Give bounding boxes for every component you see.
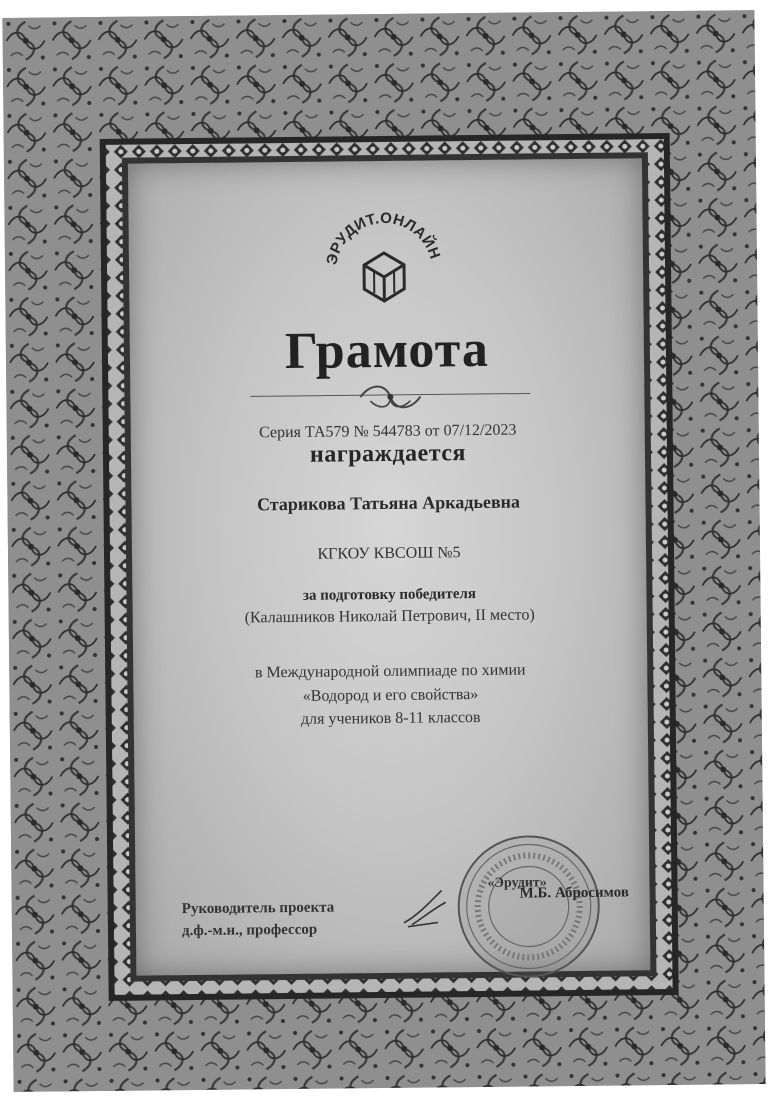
certificate-sheet	[2, 10, 765, 1092]
winner-info: (Калашников Николай Петрович, II место)	[244, 606, 535, 627]
awarded-heading: награждается	[309, 440, 467, 468]
official-seal-stamp	[453, 831, 605, 983]
manager-title: Руководитель проекта	[181, 899, 335, 918]
olympiad-line-2: «Водород и его свойства»	[302, 686, 479, 705]
certificate-title: Грамота	[284, 320, 490, 381]
school-name: КГКОУ КВСОШ №5	[317, 544, 461, 563]
svg-text:ЭРУДИТ.ОНЛАЙН: ЭРУДИТ.ОНЛАЙН	[323, 209, 444, 267]
seal-label: «Эрудит»	[487, 875, 547, 891]
manager-degree: д.ф.-м.н., профессор	[181, 921, 318, 940]
olympiad-line-1: в Международной олимпиаде по химии	[254, 661, 526, 682]
handwritten-signature-icon	[397, 882, 458, 933]
title-flourish	[250, 381, 530, 414]
olympiad-line-3: для учеников 8-11 классов	[300, 708, 481, 728]
signer-name: М.Б. Абросимов	[519, 884, 629, 902]
series-number: Серия ТА579 № 544783 от 07/12/2023	[258, 421, 517, 442]
certificate-panel	[128, 158, 650, 975]
award-reason: за подготовку победителя	[302, 586, 477, 604]
recipient-name: Старикова Татьяна Аркадьевна	[256, 491, 521, 515]
erudit-logo-icon	[323, 208, 444, 319]
